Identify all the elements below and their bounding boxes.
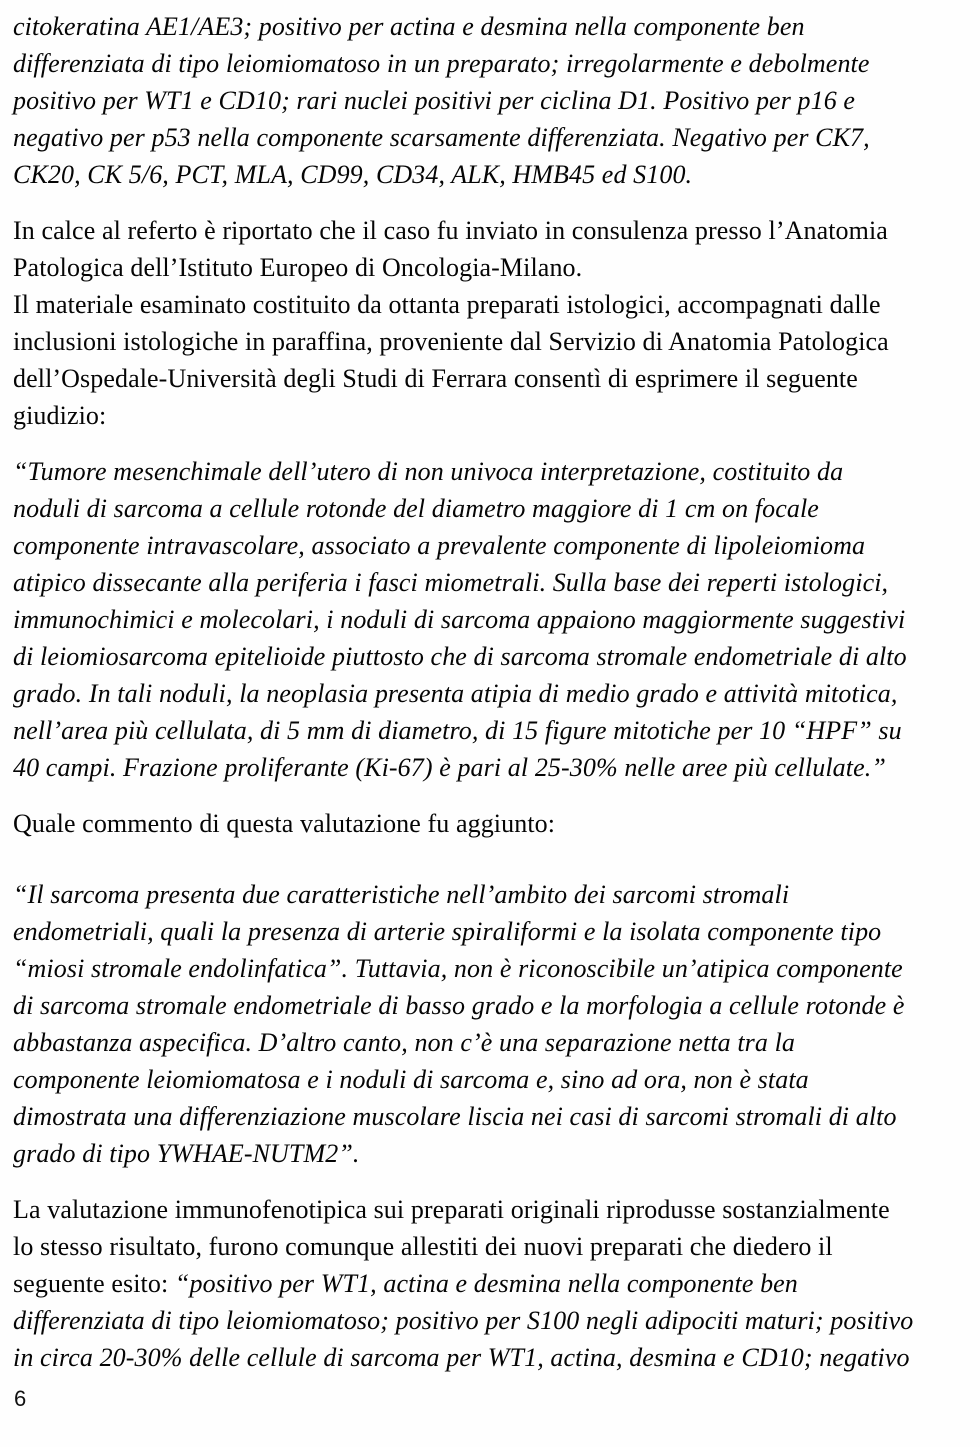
text-line: negativo per p53 nella componente scarsamente differenziata. Negativo per CK7, (13, 123, 870, 152)
text-line: Patologica dell’Istituto Europeo di Oncologia-Milano. (13, 253, 583, 282)
paragraph-ihc-results-continued (13, 8, 942, 193)
text-line: Il materiale esaminato costituito da ottanta preparati istologici, accompagnati dalle (13, 290, 881, 319)
text-line: dell’Ospedale-Università degli Studi di Ferrara consentì di esprimere il seguente (13, 364, 858, 393)
text-line: “miosi stromale endolinfatica”. Tuttavia, non è riconoscibile un’atipica componente (13, 954, 903, 983)
paragraph-comment-intro (13, 805, 942, 842)
paragraph-comment-quote (13, 876, 942, 1172)
text-line: 40 campi. Frazione proliferante (Ki-67) è pari al 25-30% nelle aree più cellulate.” (13, 753, 886, 782)
paragraph-diagnosis-quote (13, 453, 942, 786)
text-line: dimostrata una differenziazione muscolare liscia nei casi di sarcomi stromali di alto (13, 1102, 897, 1131)
text-line: differenziata di tipo leiomiomatoso; positivo per S100 negli adipociti maturi; positivo (13, 1306, 914, 1335)
text-line: giudizio: (13, 401, 107, 430)
text-run-regular: seguente esito: (13, 1269, 175, 1298)
text-line: di leiomiosarcoma epitelioide piuttosto che di sarcoma stromale endometriale di alto (13, 642, 907, 671)
text-line: nell’area più cellulata, di 5 mm di diametro, di 15 figure mitotiche per 10 “HPF” su (13, 716, 902, 745)
text-line: “Tumore mesenchimale dell’utero di non univoca interpretazione, costituito da (13, 457, 844, 486)
text-line: differenziata di tipo leiomiomatoso in un preparato; irregolarmente e debolmente (13, 49, 870, 78)
text-line: In calce al referto è riportato che il caso fu inviato in consulenza presso l’Anatomia (13, 216, 888, 245)
text-line: abbastanza aspecifica. D’altro canto, non c’è una separazione netta tra la (13, 1028, 796, 1057)
text-line-mixed (13, 1265, 942, 1302)
text-line: noduli di sarcoma a cellule rotonde del diametro maggiore di 1 cm on focale (13, 494, 819, 523)
text-line: atipico dissecante alla periferia i fasci miometrali. Sulla base dei reperti istologici, (13, 568, 889, 597)
text-line: immunochimici e molecolari, i noduli di sarcoma appaiono maggiormente suggestivi (13, 605, 906, 634)
text-line: citokeratina AE1/AE3; positivo per actina e desmina nella componente ben (13, 12, 805, 41)
text-line: “Il sarcoma presenta due caratteristiche nell’ambito dei sarcomi stromali (13, 880, 790, 909)
text-line: endometriali, quali la presenza di arterie spiraliformi e la isolata componente tipo (13, 917, 882, 946)
text-line: positivo per WT1 e CD10; rari nuclei positivi per ciclina D1. Positivo per p16 e (13, 86, 856, 115)
text-line: componente intravascolare, associato a prevalente componente di lipoleiomioma (13, 531, 866, 560)
text-line: lo stesso risultato, furono comunque allestiti dei nuovi preparati che diedero il (13, 1232, 833, 1261)
text-line: inclusioni istologiche in paraffina, proveniente dal Servizio di Anatomia Patologica (13, 327, 889, 356)
page-number: 6 (14, 1386, 27, 1411)
text-line: CK20, CK 5/6, PCT, MLA, CD99, CD34, ALK, HMB45 ed S100. (13, 160, 693, 189)
text-run-italic: “positivo per WT1, actina e desmina nella componente ben (174, 1269, 798, 1298)
text-line: grado. In tali noduli, la neoplasia presenta atipia di medio grado e attività mitotica, (13, 679, 898, 708)
text-line: componente leiomiomatosa e i noduli di sarcoma e, sino ad ora, non è stata (13, 1065, 809, 1094)
text-line: Quale commento di questa valutazione fu aggiunto: (13, 809, 556, 838)
paragraph-consultation-referral (13, 212, 942, 434)
text-line: La valutazione immunofenotipica sui preparati originali riprodusse sostanzialmente (13, 1195, 890, 1224)
text-line: grado di tipo YWHAE-NUTM2”. (13, 1139, 360, 1168)
paragraph-reevaluation (13, 1191, 942, 1376)
text-line: di sarcoma stromale endometriale di basso grado e la morfologia a cellule rotonde è (13, 991, 905, 1020)
text-line: in circa 20-30% delle cellule di sarcoma per WT1, actina, desmina e CD10; negativo (13, 1343, 910, 1372)
